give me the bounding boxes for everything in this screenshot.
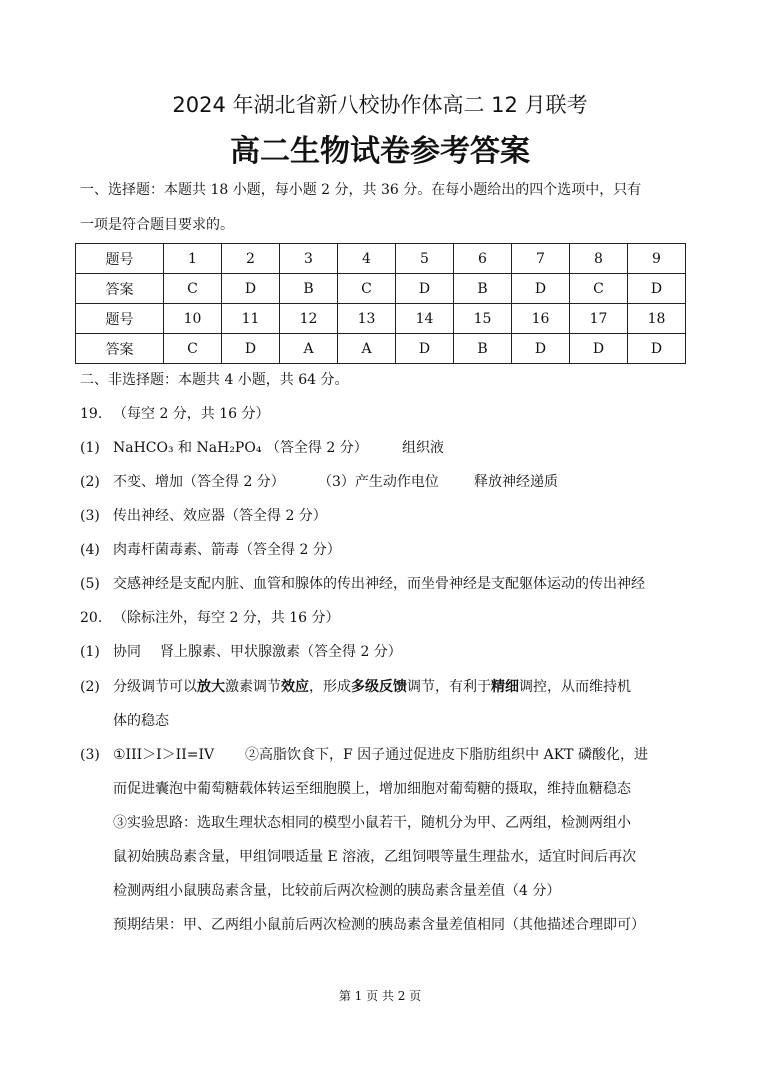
q20-part3-label: (3) xyxy=(80,747,100,763)
q20-part2-text: 调控，从而维持机 xyxy=(519,679,631,695)
q20-part3-line4: 鼠初始胰岛素含量，甲组饲喂适量 E 溶液，乙组饲喂等量生理盐水，适宜时间后再次 xyxy=(113,849,637,865)
q20-part1-answer-a: 协同 xyxy=(113,644,141,660)
q20-part2-line2: 体的稳态 xyxy=(113,713,169,729)
table-cell: C xyxy=(164,274,222,304)
section1-instructions-line1: 一、选择题：本题共 18 小题，每小题 2 分，共 36 分。在每小题给出的四个选项中，只有 xyxy=(80,182,642,198)
table-cell: B xyxy=(454,334,512,364)
table-cell: 17 xyxy=(570,304,628,334)
page-number: 第 1 页 共 2 页 xyxy=(338,989,422,1003)
q20-part2-keyword: 放大 xyxy=(197,679,225,695)
table-cell: C xyxy=(338,274,396,304)
table-cell: D xyxy=(222,334,280,364)
table-cell: C xyxy=(570,274,628,304)
table-cell: A xyxy=(338,334,396,364)
table-cell: 10 xyxy=(164,304,222,334)
q20-number: 20. xyxy=(80,610,103,626)
table-row xyxy=(76,244,686,274)
table-cell: 题号 xyxy=(76,304,164,334)
table-row xyxy=(76,274,686,304)
q19-part5-label: (5) xyxy=(80,576,100,592)
table-cell: D xyxy=(396,274,454,304)
q20-part3-line6: 预期结果：甲、乙两组小鼠前后两次检测的胰岛素含量差值相同（其他描述合理即可） xyxy=(113,917,645,933)
q19-part1-answer-b: 组织液 xyxy=(402,440,444,456)
table-cell: 1 xyxy=(164,244,222,274)
table-cell: C xyxy=(164,334,222,364)
q20-part1-answer-b: 肾上腺素、甲状腺激素（答全得 2 分） xyxy=(160,644,402,660)
table-cell: 6 xyxy=(454,244,512,274)
table-cell: 7 xyxy=(512,244,570,274)
q20-part2-text: 调节，有利于 xyxy=(407,679,491,695)
answer-table xyxy=(75,243,686,364)
q19-part3-label: (3) xyxy=(80,508,100,524)
section1-instructions-line2: 一项是符合题目要求的。 xyxy=(80,217,234,233)
q20-part1-label: (1) xyxy=(80,644,100,660)
table-cell: 题号 xyxy=(76,244,164,274)
q19-part1-label: (1) xyxy=(80,440,100,456)
q20-part3-line2: 而促进囊泡中葡萄糖载体转运至细胞膜上，增加细胞对葡萄糖的摄取，维持血糖稳态 xyxy=(113,781,631,797)
q19-number: 19. xyxy=(80,406,103,422)
table-cell: 答案 xyxy=(76,274,164,304)
table-cell: D xyxy=(222,274,280,304)
q19-header: （每空 2 分，共 16 分） xyxy=(113,406,270,422)
q20-header: （除标注外，每空 2 分，共 16 分） xyxy=(113,610,340,626)
q20-part3-answer-a: ①III＞I＞II=IV xyxy=(113,747,215,763)
table-cell: 14 xyxy=(396,304,454,334)
table-cell: 11 xyxy=(222,304,280,334)
q20-part2-keyword: 多级反馈 xyxy=(351,679,407,695)
table-cell: 4 xyxy=(338,244,396,274)
table-cell: 3 xyxy=(280,244,338,274)
table-cell: 答案 xyxy=(76,334,164,364)
q20-part3-line3: ③实验思路：选取生理状态相同的模型小鼠若干，随机分为甲、乙两组，检测两组小 xyxy=(113,815,631,831)
table-cell: D xyxy=(396,334,454,364)
table-cell: 18 xyxy=(628,304,686,334)
table-cell: B xyxy=(280,274,338,304)
table-cell: 13 xyxy=(338,304,396,334)
table-cell: D xyxy=(628,274,686,304)
q20-part2-label: (2) xyxy=(80,679,100,695)
table-cell: D xyxy=(512,274,570,304)
table-cell: 5 xyxy=(396,244,454,274)
table-row xyxy=(76,334,686,364)
table-cell: D xyxy=(512,334,570,364)
table-cell: 8 xyxy=(570,244,628,274)
q20-part2-line1 xyxy=(113,677,631,697)
table-cell: B xyxy=(454,274,512,304)
table-row xyxy=(76,304,686,334)
table-cell: 15 xyxy=(454,304,512,334)
q19-part2-answer-c: 释放神经递质 xyxy=(474,474,558,490)
q20-part2-text: ，形成 xyxy=(309,679,351,695)
q20-part3-answer-b: ②高脂饮食下，F 因子通过促进皮下脂肪组织中 AKT 磷酸化，进 xyxy=(245,747,648,763)
table-cell: D xyxy=(628,334,686,364)
q20-part2-text: 分级调节可以 xyxy=(113,679,197,695)
table-cell: 16 xyxy=(512,304,570,334)
q20-part2-keyword: 效应 xyxy=(281,679,309,695)
q20-part2-keyword: 精细 xyxy=(491,679,519,695)
table-cell: 2 xyxy=(222,244,280,274)
exam-title: 2024 年湖北省新八校协作体高二 12 月联考 xyxy=(172,93,588,117)
q19-part2-answer-b: （3）产生动作电位 xyxy=(318,474,439,490)
q19-part3-answer: 传出神经、效应器（答全得 2 分） xyxy=(113,508,327,524)
table-cell: 12 xyxy=(280,304,338,334)
q19-part4-label: (4) xyxy=(80,542,100,558)
table-cell: A xyxy=(280,334,338,364)
q19-part1-answer-a: NaHCO₃ 和 NaH₂PO₄ （答全得 2 分） xyxy=(113,440,368,456)
q20-part2-text: 激素调节 xyxy=(225,679,281,695)
table-cell: D xyxy=(570,334,628,364)
table-cell: 9 xyxy=(628,244,686,274)
q19-part5-answer: 交感神经是支配内脏、血管和腺体的传出神经，而坐骨神经是支配躯体运动的传出神经 xyxy=(113,576,645,592)
q19-part2-answer-a: 不变、增加（答全得 2 分） xyxy=(113,474,285,490)
q19-part2-label: (2) xyxy=(80,474,100,490)
q20-part3-line5: 检测两组小鼠胰岛素含量，比较前后两次检测的胰岛素含量差值（4 分） xyxy=(113,883,561,899)
section2-title: 二、非选择题：本题共 4 小题，共 64 分。 xyxy=(80,372,349,388)
page-title: 高二生物试卷参考答案 xyxy=(230,134,530,169)
q19-part4-answer: 肉毒杆菌毒素、箭毒（答全得 2 分） xyxy=(113,542,341,558)
